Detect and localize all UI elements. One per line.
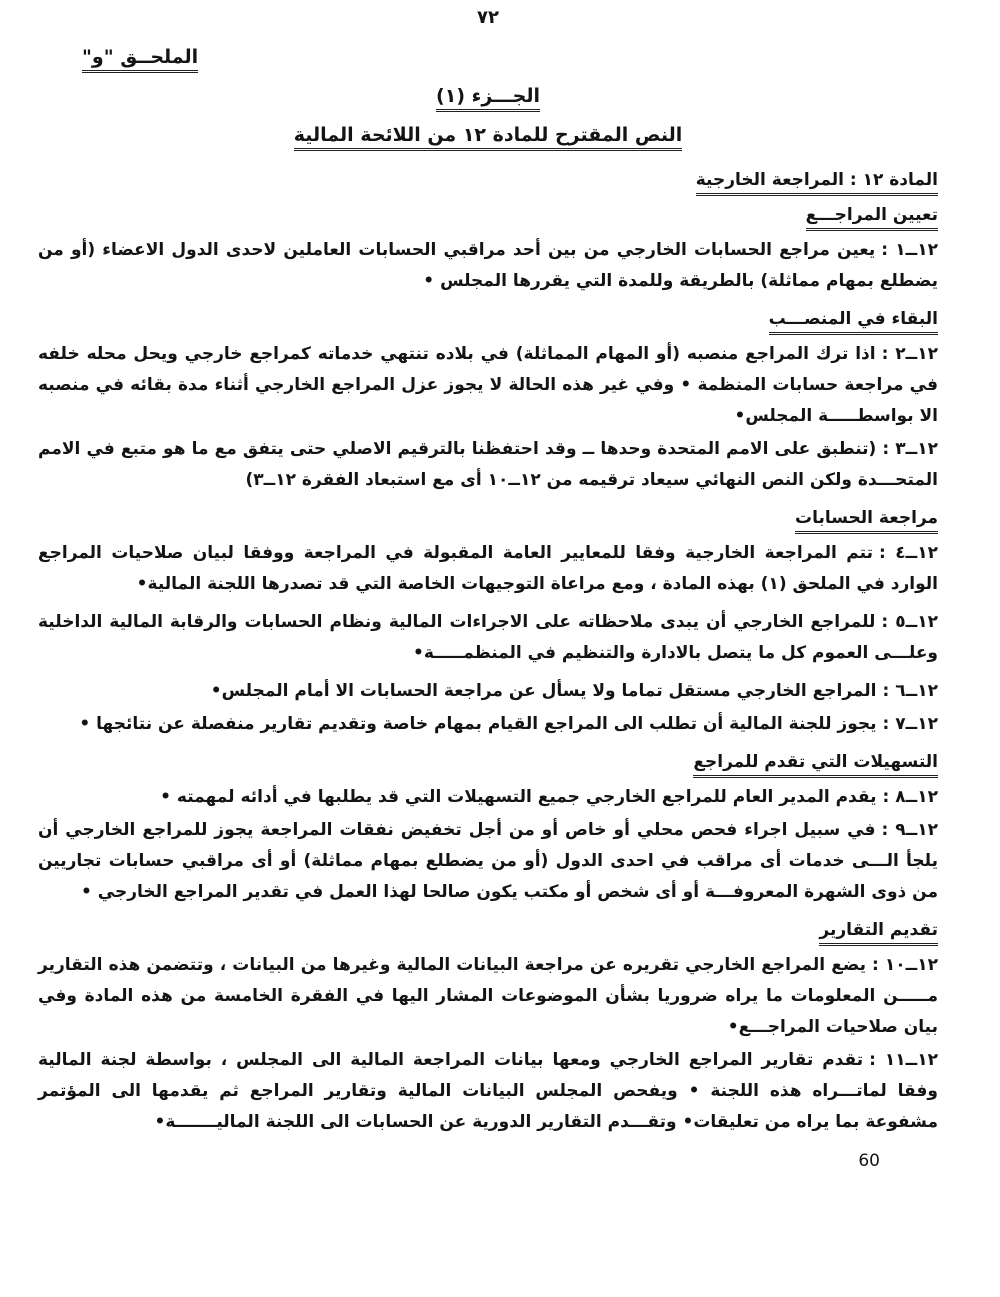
page-number-bottom: 60 xyxy=(858,1151,880,1171)
section-appointment xyxy=(38,200,938,297)
part-title-wrap xyxy=(38,83,938,112)
paragraph-number: ١٢ــ٣ : xyxy=(882,439,939,459)
paragraph xyxy=(38,607,938,669)
paragraph xyxy=(38,538,938,600)
paragraph-number: ١٢ــ٨ : xyxy=(882,787,938,807)
section-audit xyxy=(38,503,938,740)
paragraph-number: ١٢ــ٤ : xyxy=(878,543,939,563)
paragraph xyxy=(38,235,938,297)
paragraph-number: ١٢ــ٩ : xyxy=(881,820,939,840)
paragraph-text: المراجع الخارجي مستقل تماما ولا يسأل عن مراجعة الحسابات الا أمام المجلس• xyxy=(210,681,877,701)
paragraph-number: ١٢ــ١١ : xyxy=(869,1050,939,1070)
paragraph-text: تتم المراجعة الخارجية وفقا للمعايير العامة المقبولة في المراجعة ووفقا لبيان صلاحيات المراجع الوارد في الملحق (١) بهذه المادة ، ومع مراعاة التوجيهات الخاصة التي قد تصدرها اللجنة المالية• xyxy=(38,543,938,594)
paragraph-number: ١٢ــ٢ : xyxy=(881,344,938,364)
paragraph-text: اذا ترك المراجع منصبه (أو المهام المماثلة) في بلاده تنتهي خدماته كمراجع خارجي ويحل محله خلفه في مراجعة حسابات المنظمة • وفي غير هذه الحالة لا يجوز عزل المراجع الخارجي أثناء مدة بقائه في منصبه الا بواسطـــــة المجلس• xyxy=(38,344,938,426)
section-heading: مراجعة الحسابات xyxy=(795,505,938,534)
annex-title-wrap xyxy=(82,44,938,73)
paragraph xyxy=(38,339,938,432)
annex-title: الملحــق "و" xyxy=(82,44,198,73)
section-reports xyxy=(38,915,938,1138)
paragraph xyxy=(38,709,938,740)
paragraph xyxy=(38,434,938,496)
section-tenure xyxy=(38,304,938,496)
document-body xyxy=(38,161,938,1145)
paragraph-number: ١٢ــ١ : xyxy=(881,240,939,260)
paragraph-text: للمراجع الخارجي أن يبدى ملاحظاته على الاجراءات المالية ونظام الحسابات والرقابة المالية الداخلية وعلـــى العموم كل ما يتصل بالادارة والتنظيم في المنظمـــــة• xyxy=(38,612,938,663)
paragraph-number: ١٢ــ٥ : xyxy=(881,612,939,632)
paragraph-text: تقدم تقارير المراجع الخارجي ومعها بيانات المراجعة المالية الى المجلس ، بواسطة لجنة المالية وفقا لماتـــراه هذه اللجنة • ويفحص المجلس البيانات المالية وتقارير المراجع ثم يقدمها الى المؤتمر مشفوعة بما يراه من تعليقات• وتقـــدم التقارير الدورية عن الحسابات الى اللجنة الماليـــــــة• xyxy=(38,1050,938,1132)
paragraph-number: ١٢ــ٧ : xyxy=(882,714,938,734)
paragraph xyxy=(38,782,938,813)
section-heading: التسهيلات التي تقدم للمراجع xyxy=(693,749,938,778)
paragraph-text: في سبيل اجراء فحص محلي أو خاص أو من أجل تخفيض نفقات المراجعة يجوز للمراجع الخارجي أن يلجأ الـــى خدمات أى مراقب في احدى الدول (أو من يضطلع بمهام مماثلة) أو أى مراقبي حسابات تجاريين من ذوى الشهرة المعروفـــة أو أى شخص أو مكتب يكون صالحا لهذا العمل في تقدير المراجع الخارجي • xyxy=(38,820,938,902)
proposed-title-wrap xyxy=(38,122,938,151)
paragraph xyxy=(38,950,938,1043)
section-facilities xyxy=(38,747,938,908)
paragraph-text: يقدم المدير العام للمراجع الخارجي جميع التسهيلات التي قد يطلبها في أدائه لمهمته • xyxy=(160,787,877,807)
paragraph xyxy=(38,676,938,707)
proposed-text-title: النص المقترح للمادة ١٢ من اللائحة المالية xyxy=(294,122,683,151)
section-heading: تقديم التقارير xyxy=(819,917,938,946)
paragraph xyxy=(38,815,938,908)
section-heading: تعيين المراجـــع xyxy=(806,202,938,231)
page-number-top: ٧٢ xyxy=(477,7,499,28)
section-heading: البقاء في المنصـــب xyxy=(769,306,938,335)
paragraph-text: يجوز للجنة المالية أن تطلب الى المراجع القيام بمهام خاصة وتقديم تقارير منفصلة عن نتائجها • xyxy=(79,714,877,734)
paragraph-number: ١٢ــ١٠ : xyxy=(871,955,939,975)
paragraph-text: (تنطبق على الامم المتحدة وحدها ــ وقد احتفظنا بالترقيم الاصلي حتى يتفق مع ما هو متبع في الامم المتحـــدة ولكن النص النهائي سيعاد ترقيمه من ١٢ــ١٠ أى مع استبعاد الفقرة ١٢ــ٣) xyxy=(38,439,938,490)
part-title: الجـــزء (١) xyxy=(436,83,540,112)
article-title: المادة ١٢ : المراجعة الخارجية xyxy=(696,167,938,196)
paragraph-number: ١٢ــ٦ : xyxy=(882,681,938,701)
paragraph-text: يضع المراجع الخارجي تقريره عن مراجعة البيانات المالية وغيرها من البيانات ، وتتضمن هذه التقارير مـــــن المعلومات ما يراه ضروريا بشأن الموضوعات المشار اليها في الفقرة الخامسة من هذه المادة وفي بيان صلاحيات المراجـــع• xyxy=(38,955,938,1037)
paragraph-text: يعين مراجع الحسابات الخارجي من بين أحد مراقبي الحسابات العاملين لاحدى الدول الاعضاء (أو من يضطلع بمهام مماثلة) بالطريقة وللمدة التي يقررها المجلس • xyxy=(38,240,938,291)
paragraph xyxy=(38,1045,938,1138)
